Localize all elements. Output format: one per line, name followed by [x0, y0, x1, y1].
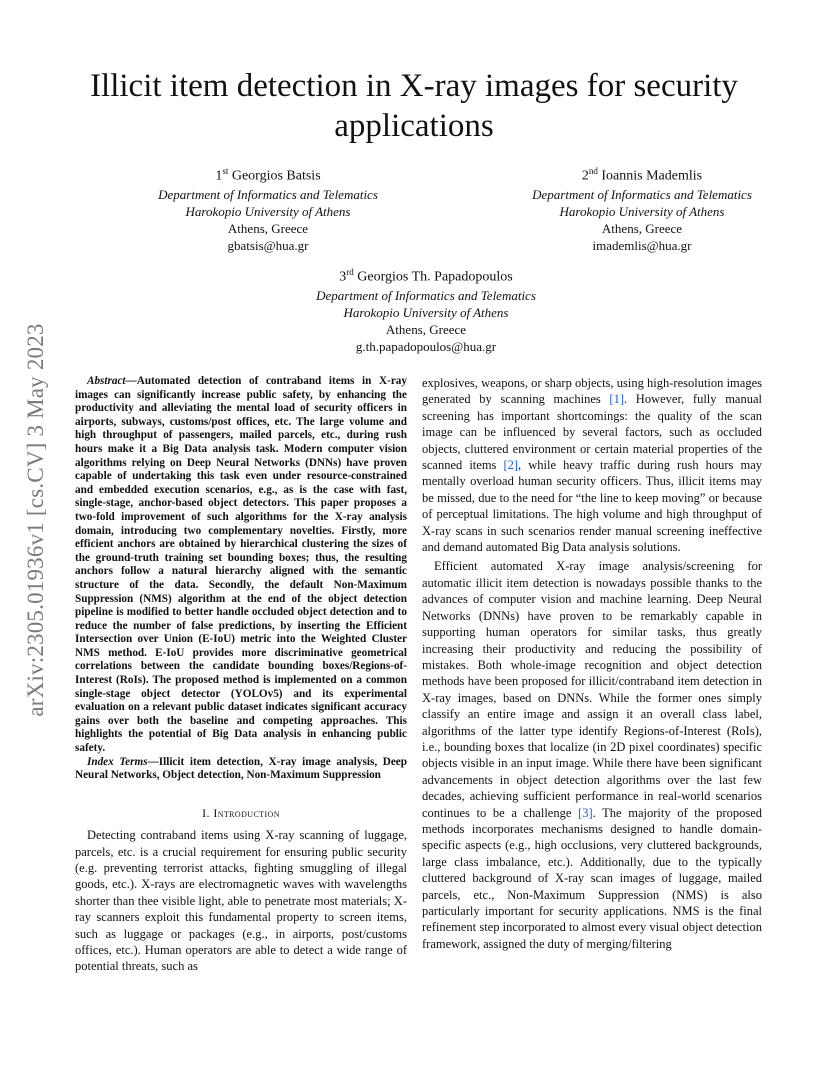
paragraph-text: , while heavy traffic during rush hours may mentally overload human security officers. Thus, illicit items may be missed, due to the need for “the line to keep moving” or because of perceptual limitations. The high volume and high throughput of X-ray scans in such scenarios render manual screening ineffective and demand automated Big Data analysis solutions.: [422, 458, 762, 555]
index-terms-text: —Illicit item detection, X-ray image analysis, Deep Neural Networks, Object detection, Non-Maximum Suppression: [75, 755, 407, 782]
paragraph-text: . The majority of the proposed methods incorporates mechanisms designed to handle domain-specific aspects (e.g., high occlusions, very cluttered backgrounds, large class imbalance, etc.). Additionally, due to the typically cluttered background of X-ray scan images of luggage, mailed parcels, etc., Non-Maximum Suppression (NMS) is also particularly important for security applications. NMS is the final refinement step incorporated to almost every visual object detection framework, assigned the duty of merging/filtering: [422, 805, 762, 951]
index-terms: [75, 756, 407, 783]
intro-paragraph-1: Detecting contraband items using X-ray scanning of luggage, parcels, etc. is a crucial requirement for ensuring public security (e.g. preventing terrorist attacks, fighting smuggling of illegal goods, etc.). X-rays are electromagnetic waves with wavelengths shorter than thee visible light, able to penetrate most materials; X-ray scanners exploit this fundamental property to screen items, such as luggage or packages (e.g., in airports, post/customs offices, etc.). Human operators are able to detect a wide range of potential threats, such as: [75, 828, 407, 974]
abstract-text: —Automated detection of contraband items in X-ray images can significantly increase public safety, by enhancing the productivity and alleviating the mental load of security officers in airports, subways, customs/post offices, etc. The large volume and high throughput of passengers, mailed parcels, etc., during rush hours make it a Big Data analysis task. Modern computer vision algorithms relying on Deep Neural Networks (DNNs) have proven capable of undertaking this task even under resource-constrained and embedded execution scenarios, e.g., as is the case with fast, single-stage, anchor-based object detectors. This paper proposes a two-fold improvement of such algorithms for the X-ray analysis domain, introducing two complementary novelties. Firstly, more efficient anchors are obtained by hierarchical clustering the sizes of the ground-truth training set bounding boxes; thus, the resulting anchors follow a natural hierarchy aligned with the semantic structure of the data. Secondly, the default Non-Maximum Suppression (NMS) algorithm at the end of the object detection pipeline is modified to better handle occluded object detection and to reduce the number of false predictions, by inserting the Efficient Intersection over Union (E-IoU) metric into the Weighted Cluster NMS method. E-IoU provides more discriminative geometrical correlations between the candidate bounding boxes/Regions-of-Interest (RoIs). The proposed method is implemented on a common single-stage object detector (YOLOv5) and its experimental evaluation on a relevant public dataset indicates significant accuracy gains over both the baseline and competing approaches. This highlights the potential of Big Data analysis in enhancing public safety.: [75, 375, 407, 755]
author-ordinal: 1: [215, 168, 223, 184]
author-block-2: [492, 162, 792, 254]
section-title: Introduction: [213, 805, 280, 820]
author-name: Georgios Batsis: [231, 168, 321, 184]
author-city: Athens, Greece: [601, 220, 683, 236]
author-block-3: [276, 263, 576, 355]
paragraph-text: explosives, weapons, or sharp objects, using high-resolution images generated by scanning machines: [422, 376, 762, 407]
author-university: Harokopio University of Athens: [343, 304, 509, 320]
arxiv-id-text: arXiv:2305.01936v1 [cs.CV] 3 May 2023: [23, 323, 48, 717]
arxiv-watermark: [16, 280, 56, 760]
author-email: g.th.papadopoulos@hua.gr: [355, 338, 497, 354]
author-city: Athens, Greece: [385, 321, 467, 337]
paragraph-text: . However, fully manual screening has important shortcomings: the quality of the scan image can be influenced by several factors, such as occluded objects, cluttered environment or certain material properties of the scanned items: [422, 392, 762, 473]
author-university: Harokopio University of Athens: [185, 203, 351, 219]
author-ordinal: 2: [581, 168, 589, 184]
index-terms-lead: Index Terms: [87, 755, 148, 768]
citation-link-1[interactable]: [1]: [609, 392, 624, 407]
section-heading-introduction: [75, 805, 407, 821]
author-ordinal: 3: [339, 269, 347, 285]
section-number: I.: [202, 805, 210, 820]
intro-paragraph-3: [422, 558, 762, 952]
paper-title: Illicit item detection in X-ray images for security applications: [90, 68, 738, 144]
author-department: Department of Informatics and Telematics: [532, 186, 752, 202]
author-ordinal-suffix: nd: [588, 166, 598, 176]
author-department: Department of Informatics and Telematics: [158, 186, 378, 202]
author-university: Harokopio University of Athens: [559, 203, 725, 219]
author-email: gbatsis@hua.gr: [227, 237, 309, 253]
abstract: [75, 375, 407, 756]
author-name: Georgios Th. Papadopoulos: [357, 269, 513, 285]
citation-link-2[interactable]: [2]: [503, 458, 519, 473]
right-column: [422, 375, 762, 952]
author-name: Ioannis Mademlis: [601, 168, 703, 184]
citation-link-3[interactable]: [3]: [578, 805, 593, 820]
author-department: Department of Informatics and Telematics: [316, 287, 536, 303]
author-ordinal-suffix: st: [222, 166, 229, 176]
author-city: Athens, Greece: [227, 220, 309, 236]
author-ordinal-suffix: rd: [346, 267, 354, 277]
abstract-lead: Abstract: [87, 375, 126, 387]
author-email: imademlis@hua.gr: [592, 237, 692, 253]
left-column: [75, 375, 407, 975]
intro-paragraph-2: [422, 375, 762, 555]
paragraph-text: Efficient automated X-ray image analysis/screening for automatic illicit item detection is nowadays possible thanks to the advances of computer vision and machine learning. Deep Neural Networks (DNNs) have proven to be remarkably capable in supporting human operators for similar tasks, thus greatly increasing their productivity and reducing the possibility of mistakes. Both whole-image recognition and object detection methods have been proposed for illicit/contraband item detection in X-ray images, based on DNNs. While the former ones simply classify an entire image and assign it an overall class label, algorithms of the latter type identify Regions-of-Interest (RoIs), i.e., bounding boxes that localize (in 2D pixel coordinates) specific objects visible in an input image. While there have been significant advancements in object detection algorithms over the last few decades, achieving sufficient performance in real-world scenarios continues to be a challenge: [422, 559, 762, 820]
author-block-1: [118, 162, 418, 254]
